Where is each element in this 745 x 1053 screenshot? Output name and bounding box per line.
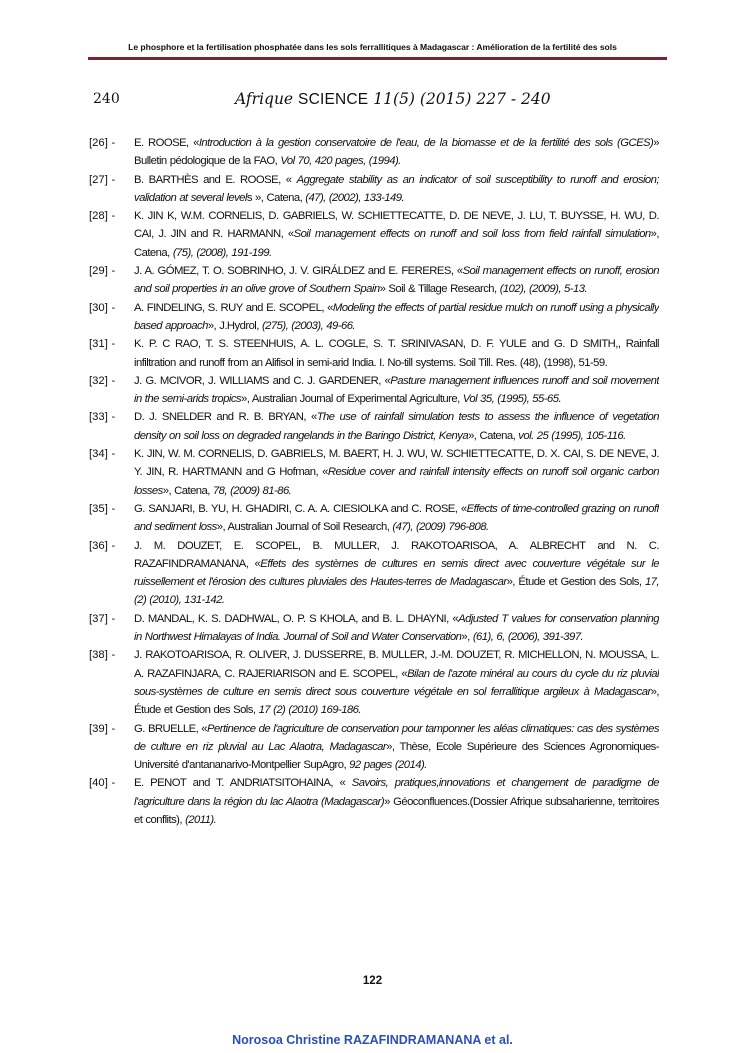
- reference-text: », Australian Journal of Soil Research,: [216, 521, 393, 534]
- reference-text: E. ROOSE, «: [134, 137, 199, 149]
- journal-volume: 11(5) (2015) 227 - 240: [373, 90, 551, 108]
- reference-text: J. RAKOTOARISOA, R. OLIVER, J. DUSSERRE, B. MULLER, J.-M. DOUZET, R. MICHELLON, N. MOUSSA, L. A. RAZAFINJARA, C. RAJERIARISON and E. SCOPEL, «: [134, 649, 659, 680]
- journal-name: Afrique: [235, 90, 294, 108]
- reference-entry: [89, 262, 659, 299]
- reference-text: s », Catena,: [246, 191, 306, 204]
- reference-entry: [89, 646, 659, 719]
- reference-italic-text: (47), (2009) 796-808.: [392, 521, 489, 534]
- reference-italic-text: (47), (2002), 133-149.: [305, 191, 405, 204]
- reference-text: » Soil & Tillage Research,: [379, 283, 500, 296]
- reference-italic-text: Soil management effects on runoff and soil loss from field rainfall simulation: [293, 228, 651, 241]
- journal-line: [93, 90, 653, 112]
- reference-italic-text: Effects of time-controlled grazing on runoff and sediment loss: [134, 502, 659, 534]
- reference-italic-text: 92 pages (2014).: [349, 759, 427, 772]
- reference-italic-text: Soil management effects on runoff, erosion and soil properties in an olive grove of Southern Spain: [134, 265, 659, 296]
- journal-science: SCIENCE: [298, 91, 369, 108]
- reference-italic-text: Vol 70, 420 pages, (1994).: [280, 155, 401, 168]
- reference-entry: [89, 610, 659, 647]
- reference-number: [32] -: [89, 374, 116, 387]
- reference-text: »,: [461, 631, 473, 644]
- reference-text: D. J. SNELDER and R. B. BRYAN, «: [134, 411, 317, 424]
- reference-italic-text: Aggregate stability as an indicator of soil susceptibility to runoff and erosion; validation at several level: [134, 173, 659, 204]
- reference-text: B. BARTHÈS and E. ROOSE, «: [134, 173, 297, 186]
- header-rule: [88, 57, 667, 60]
- reference-number: [26] -: [89, 137, 116, 149]
- reference-text: » Géoconfluences.(Dossier Afrique subsaharienne, territoires et conflits),: [134, 795, 659, 826]
- reference-entry: [89, 134, 659, 171]
- reference-italic-text: Introduction à la gestion conservatoire de l'eau, de la biomasse et de la fertilité des sols (GCES): [198, 137, 654, 149]
- reference-italic-text: Pertinence de l'agriculture de conservation pour tamponner les aléas climatiques: cas des systèmes de culture en riz pluvial au Lac Alaotra, Madagascar: [134, 722, 659, 753]
- reference-text: », Catena,: [468, 429, 519, 442]
- reference-text: », Catena,: [162, 484, 213, 497]
- reference-number: [36] -: [89, 539, 116, 552]
- reference-italic-text: 78, (2009) 81-86.: [212, 484, 292, 497]
- reference-number: [39] -: [89, 722, 116, 735]
- reference-text: », Étude et Gestion des Sols,: [134, 685, 659, 717]
- reference-text: E. PENOT and T. ANDRIATSITOHAINA, «: [134, 777, 352, 790]
- reference-italic-text: Effets des systèmes de cultures en semis direct avec couverture végétale sur le ruissellement et l'érosion des cultures pluviales des Hautes-terres de Madagascar: [134, 557, 659, 589]
- reference-entry: [89, 537, 659, 610]
- reference-text: G. SANJARI, B. YU, H. GHADIRI, C. A. A. CIESIOLKA and C. ROSE, «: [134, 502, 467, 515]
- reference-italic-text: vol. 25 (1995), 105-116.: [518, 429, 626, 442]
- reference-number: [28] -: [89, 210, 116, 223]
- reference-italic-text: Bilan de l'azote minéral au cours du cycle du riz pluvial sous-systèmes de culture en semis direct sous couverture végétale en sol ferrallitique argileux à Madagascar: [134, 667, 659, 698]
- reference-entry: [89, 335, 659, 372]
- reference-italic-text: 17, (2) (2010), 131-142.: [134, 576, 659, 607]
- reference-text: J. A. GÓMEZ, T. O. SOBRINHO, J. V. GIRÁLDEZ and E. FERERES, «: [134, 265, 463, 278]
- reference-text: », Catena,: [134, 228, 659, 259]
- page-folio: 122: [362, 975, 383, 987]
- reference-entry: [89, 299, 659, 336]
- reference-text: D. MANDAL, K. S. DADHWAL, O. P. S KHOLA, and B. L. DHAYNI, «: [134, 612, 459, 625]
- reference-entry: [89, 171, 659, 208]
- reference-entry: [89, 445, 659, 500]
- reference-number: [38] -: [89, 649, 116, 662]
- reference-number: [27] -: [89, 173, 116, 186]
- reference-text: », J.Hydrol,: [207, 319, 262, 332]
- reference-number: [35] -: [89, 502, 116, 515]
- reference-number: [40] -: [89, 777, 116, 790]
- reference-text: », Thèse, Ecole Supérieure des Sciences Agronomiques-Université d'antananarivo-Montpellier SupAgro,: [134, 740, 659, 772]
- reference-italic-text: (75), (2008), 191-199.: [172, 246, 272, 259]
- reference-italic-text: Vol 35, (1995), 55-65.: [462, 393, 562, 406]
- page-number: 240: [93, 91, 120, 107]
- reference-text: », Australian Journal of Experimental Agriculture,: [241, 393, 463, 406]
- reference-italic-text: (61), 6, (2006), 391-397.: [472, 631, 584, 644]
- reference-text: J. G. MCIVOR, J. WILLIAMS and C. J. GARDENER, «: [134, 374, 391, 387]
- reference-italic-text: Pasture management influences runoff and soil movement in the semi-arids tropics: [134, 374, 659, 406]
- reference-italic-text: (275), (2003), 49-66.: [261, 319, 356, 332]
- reference-number: [31] -: [89, 338, 116, 351]
- reference-italic-text: Modeling the effects of partial residue mulch on runoff using a physically based approach: [134, 301, 659, 332]
- reference-italic-text: The use of rainfall simulation tests to assess the influence of vegetation density on soil loss on degraded rangelands in the Baringo District, Kenya: [134, 411, 659, 442]
- reference-italic-text: Residue cover and rainfall intensity effects on runoff soil organic carbon losses: [134, 466, 659, 497]
- reference-entry: [89, 372, 659, 409]
- reference-entry: [89, 500, 659, 537]
- reference-text: K. JIN, W. M. CORNELIS, D. GABRIELS, M. BAERT, H. J. WU, W. SCHIETTECATTE, D. X. CAI, S. DE NEVE, J. Y. JIN, R. HARTMANN and G Hofman, «: [134, 448, 659, 479]
- reference-italic-text: Savoirs, pratiques,innovations et changement de paradigme de l'agriculture dans la région du lac Alaotra (Madagascar): [134, 777, 659, 808]
- reference-text: K. JIN K, W.M. CORNELIS, D. GABRIELS, W. SCHIETTECATTE, D. DE NEVE, J. LU, T. BUYSSE, H. WU, D. CAI, J. JIN and R. HARMANN, «: [134, 210, 659, 241]
- reference-text: J. M. DOUZET, E. SCOPEL, B. MULLER, J. RAKOTOARISOA, A. ALBRECHT and N. C. RAZAFINDRAMANANA, «: [134, 539, 659, 570]
- reference-text: » Bulletin pédologique de la FAO,: [134, 137, 659, 168]
- running-header: Le phosphore et la fertilisation phosphatée dans les sols ferrallitiques à Madagascar : Amélioration de la fertilité des sols: [128, 42, 617, 52]
- reference-number: [33] -: [89, 411, 116, 424]
- reference-text: K. P. C RAO, T. S. STEENHUIS, A. L. COGLE, S. T. SRINIVASAN, D. F. YULE and G. D SMITH,, Rainfall infiltration and runoff from an Alifisol in semi-arid India. I. No-till systems. Soil Till. Res. (48), (1998), 51-59.: [134, 338, 659, 369]
- footer-authors: Norosoa Christine RAZAFINDRAMANANA et al.: [232, 1033, 513, 1047]
- reference-entry: [89, 720, 659, 775]
- reference-number: [34] -: [89, 448, 116, 461]
- reference-italic-text: (102), (2009), 5-13.: [499, 283, 588, 296]
- reference-list: [89, 134, 659, 829]
- journal-title: [235, 90, 551, 109]
- reference-text: », Étude et Gestion des Sols,: [506, 576, 645, 589]
- reference-number: [37] -: [89, 612, 116, 625]
- reference-text: G. BRUELLE, «: [134, 722, 208, 735]
- reference-entry: [89, 207, 659, 262]
- reference-entry: [89, 774, 659, 829]
- reference-italic-text: (2011).: [185, 813, 217, 826]
- reference-entry: [89, 408, 659, 445]
- reference-italic-text: Adjusted T values for conservation planning in Northwest Himalayas of India. Journal of Soil and Water Conservation: [134, 612, 659, 644]
- reference-number: [30] -: [89, 301, 116, 314]
- reference-text: A. FINDELING, S. RUY and E. SCOPEL, «: [134, 301, 333, 314]
- reference-number: [29] -: [89, 265, 116, 278]
- reference-italic-text: 17 (2) (2010) 169-186.: [258, 704, 362, 717]
